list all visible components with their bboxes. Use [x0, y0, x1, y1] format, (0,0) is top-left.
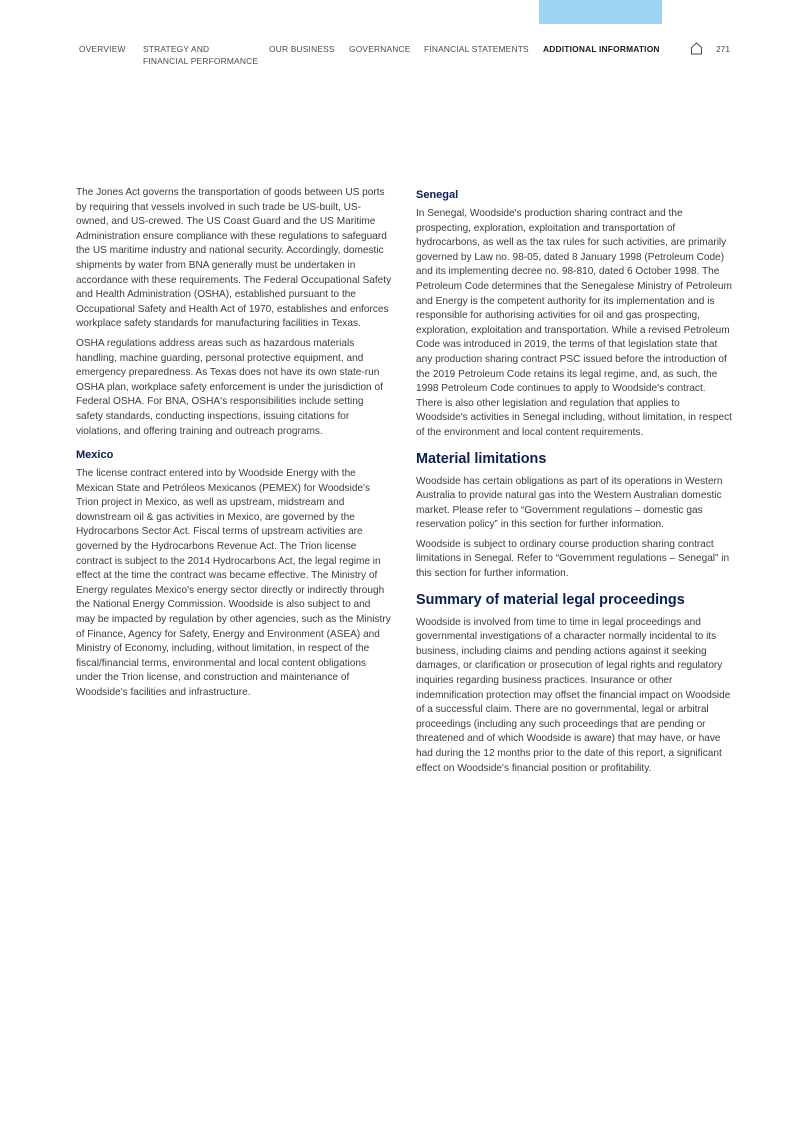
senegal-heading: Senegal: [416, 189, 459, 201]
right-column: [416, 186, 732, 781]
nav-strategy-line2: FINANCIAL PERFORMANCE: [143, 56, 259, 66]
nav-strategy-and-financial-performance[interactable]: [143, 43, 258, 67]
material-limitations-heading: Material limitations: [416, 450, 547, 467]
nav-additional-information[interactable]: ADDITIONAL INFORMATION: [543, 44, 660, 54]
legal-proceedings-heading: Summary of material legal proceedings: [416, 591, 685, 608]
top-navigation: [0, 43, 793, 73]
senegal-paragraph: In Senegal, Woodside's production sharing contract and the prospecting, exploration, exploitation and transportation of hydrocarbons, as well as the tax rules for such activities, are primarily governed by Law no. 98-05, dated 8 January 1998 (Petroleum Code) and its implementing decree no. 98-810, dated 6 October 1998. The Petroleum Code determines that the Senegalese Ministry of Petroleum and Energy is the competent authority for its implementation and is responsible for authorising activities for oil and gas prospecting, exploration, exploitation and transportation. While a revised Petroleum Code was introduced in 2019, the terms of that legislation state that any production sharing contract PSC issued before the introduction of the 2019 Petroleum Code retains its legal regime, and, as such, the 1998 Petroleum Code continues to apply to Woodside's contract. There is also other legislation and regulation that applies to Woodside's activities in Senegal including, without limitation, in respect of the environment and local content requirements.: [416, 208, 732, 438]
nav-our-business[interactable]: OUR BUSINESS: [269, 44, 335, 54]
active-section-tab-accent: [539, 0, 662, 24]
nav-strategy-line1: STRATEGY AND: [143, 44, 210, 54]
nav-overview[interactable]: OVERVIEW: [79, 44, 126, 54]
material-limitations-paragraph-2: Woodside is subject to ordinary course production sharing contract limitations in Senegal. Refer to “Government regulations – Senegal” in this section for further information.: [416, 538, 730, 580]
mexico-heading: Mexico: [76, 449, 114, 462]
material-limitations-paragraph-1: Woodside has certain obligations as part of its operations in Western Australia to provide natural gas into the Western Australian domestic market. Please refer to “Government regulations – domestic gas reservation policy” in this section for further information.: [416, 475, 723, 531]
mexico-paragraph: The license contract entered into by Woodside Energy with the Mexican State and Petróleos Mexicanos (PEMEX) for Woodside's Trion project in Mexico, as well as upstream, midstream and downstream oil & gas activities in Mexico, are governed by the Hydrocarbons Sector Act. Fiscal terms of upstream activities are governed by the Hydrocarbons Revenue Act. The Trion license contract is subject to the 2014 Hydrocarbons Act, the legal regime in effect at the time the contract was became effective. The Ministry of Energy regulates Mexico's energy sector directly or indirectly through the National Energy Commission. Woodside is also subject to and may be impacted by regulation by other agencies, such as the Ministry of Finance, Agency for Safety, Energy and Environment (ASEA) and Ministry of Economy, including, without limitation, in respect of the fiscal/financial terms, environmental and local content obligations under the Trion license, and construction and maintenance of Woodside's facilities and infrastructure.: [76, 468, 391, 698]
home-icon[interactable]: [690, 42, 703, 60]
nav-governance[interactable]: GOVERNANCE: [349, 44, 411, 54]
nav-financial-statements[interactable]: FINANCIAL STATEMENTS: [424, 44, 529, 54]
page-number: 271: [716, 44, 730, 54]
legal-proceedings-paragraph: Woodside is involved from time to time in legal proceedings and governmental investigations of a character normally incidental to its business, including claims and pending actions against it seeking damages, or clarification or prosecution of legal rights and regulatory inquiries regarding business practices. Insurance or other indemnification protection may offset the financial impact on Woodside of a successful claim. There are no governmental, legal or arbitral proceedings (including any such proceedings that are pending or threatened and of which Woodside is aware) that may have, or have had during the 12 months prior to the date of this report, a significant effect on Woodside's financial position or profitability.: [416, 616, 731, 774]
osha-paragraph: OSHA regulations address areas such as hazardous materials handling, machine guarding, personal protective equipment, and emergency preparedness. As Texas does not have its own state-run OSHA plan, workplace safety enforcement is under the jurisdiction of Federal OSHA. For BNA, OSHA's responsibilities include setting safety standards, conducting inspections, issuing citations for violations, and offering training and outreach programs.: [76, 337, 383, 437]
jones-act-paragraph: The Jones Act governs the transportation of goods between US ports by requiring that vessels involved in such trade be US-built, US-owned, and US-crewed. The US Coast Guard and the US Maritime Administration ensure compliance with these regulations to safeguard the US maritime industry and national security. Accordingly, domestic shipments by water from BNA generally must be undertaken in accordance with these requirements. The Federal Occupational Safety and Health Administration (OSHA), established pursuant to the Occupational Safety and Health Act of 1970, establishes and enforces workplace safety standards for manufacturing facilities in Texas.: [76, 187, 392, 330]
left-column: [76, 186, 392, 706]
